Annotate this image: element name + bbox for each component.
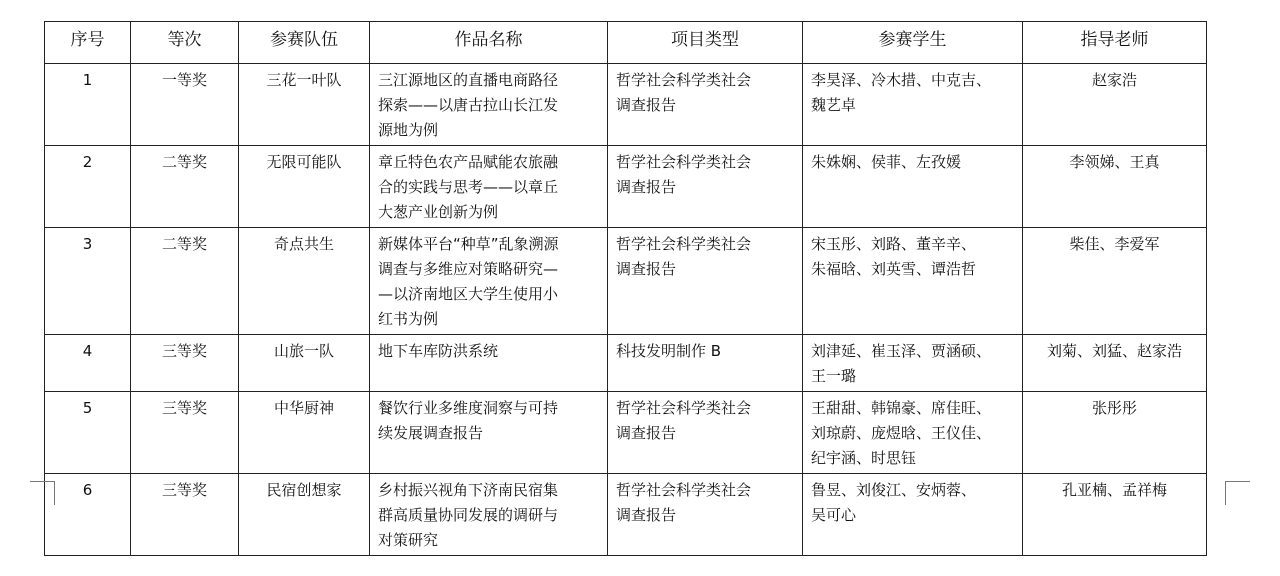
cell-work [370,64,608,146]
cell-line: 哲学社会科学类社会 [616,153,752,171]
cell-type [608,392,803,474]
cell-line: 源地为例 [378,121,439,139]
cell-work [370,392,608,474]
table-row [45,228,1207,335]
cell-team: 无限可能队 [239,146,370,228]
cell-students [803,146,1023,228]
cell-work [370,228,608,335]
table-row [45,146,1207,228]
cell-line: 哲学社会科学类社会 [616,71,752,89]
cell-line: 刘津延、崔玉泽、贾涵硕、 [811,342,992,360]
cell-line: 李昊泽、冷木措、中克吉、 [811,71,992,89]
table-row [45,64,1207,146]
cell-line: 餐饮行业多维度洞察与可持 [378,399,559,417]
table-row [45,392,1207,474]
header-work: 作品名称 [370,22,608,64]
cell-no: 1 [45,64,131,146]
cell-no: 6 [45,474,131,556]
cell-advisor: 孔亚楠、孟祥梅 [1023,474,1207,556]
cell-line: 调查报告 [616,260,677,278]
cell-line: 调查报告 [616,424,677,442]
cell-advisor: 柴佳、李爱军 [1023,228,1207,335]
cell-work [370,335,608,392]
cell-advisor: 张彤彤 [1023,392,1207,474]
header-rank: 等次 [131,22,239,64]
cell-team: 奇点共生 [239,228,370,335]
cell-line: 调查与多维应对策略研究— [378,260,559,278]
cell-students [803,392,1023,474]
header-team: 参赛队伍 [239,22,370,64]
table-header-row [45,22,1207,64]
cell-line: 调查报告 [616,506,677,524]
cell-advisor: 赵家浩 [1023,64,1207,146]
cell-line: 续发展调查报告 [378,424,484,442]
cell-line: —以济南地区大学生使用小 [378,285,559,303]
cell-line: 章丘特色农产品赋能农旅融 [378,153,559,171]
cell-line: 对策研究 [378,531,439,549]
cell-line: 哲学社会科学类社会 [616,235,752,253]
cell-no: 2 [45,146,131,228]
cell-students [803,64,1023,146]
header-students: 参赛学生 [803,22,1023,64]
cell-line: 群高质量协同发展的调研与 [378,506,559,524]
crop-mark-right-horizontal [1225,481,1250,482]
cell-line: 纪宇涵、时思钰 [811,449,917,467]
cell-rank: 三等奖 [131,474,239,556]
cell-line: 吴可心 [811,506,857,524]
cell-work [370,146,608,228]
cell-line: 哲学社会科学类社会 [616,399,752,417]
cell-line: 朱福晗、刘英雪、谭浩哲 [811,260,977,278]
cell-team: 山旅一队 [239,335,370,392]
crop-mark-left-vertical [54,481,55,505]
cell-advisor: 李领娣、王真 [1023,146,1207,228]
cell-line: 大葱产业创新为例 [378,203,499,221]
cell-team: 民宿创想家 [239,474,370,556]
cell-line: 红书为例 [378,310,439,328]
cell-line: 三江源地区的直播电商路径 [378,71,559,89]
header-type: 项目类型 [608,22,803,64]
table-row [45,335,1207,392]
cell-line: 新媒体平台“种草”乱象溯源 [378,235,559,253]
crop-mark-right-vertical [1225,481,1226,505]
cell-advisor: 刘菊、刘猛、赵家浩 [1023,335,1207,392]
cell-line: 科技发明制作 B [616,342,722,360]
header-advisor: 指导老师 [1023,22,1207,64]
cell-line: 王甜甜、韩锦豪、席佳旺、 [811,399,992,417]
cell-rank: 三等奖 [131,392,239,474]
cell-team: 中华厨神 [239,392,370,474]
cell-line: 乡村振兴视角下济南民宿集 [378,481,559,499]
awards-table [44,21,1207,556]
cell-line: 朱姝娴、侯菲、左孜媛 [811,153,962,171]
table-row [45,474,1207,556]
cell-rank: 二等奖 [131,228,239,335]
cell-type [608,228,803,335]
cell-no: 5 [45,392,131,474]
cell-no: 3 [45,228,131,335]
cell-rank: 三等奖 [131,335,239,392]
cell-type [608,146,803,228]
cell-students [803,228,1023,335]
cell-line: 宋玉彤、刘路、董辛辛、 [811,235,977,253]
cell-team: 三花一叶队 [239,64,370,146]
cell-type [608,335,803,392]
cell-line: 王一璐 [811,367,857,385]
cell-line: 探索——以唐古拉山长江发 [378,96,559,114]
cell-type [608,474,803,556]
cell-type [608,64,803,146]
cell-work [370,474,608,556]
cell-line: 地下车库防洪系统 [378,342,499,360]
cell-line: 调查报告 [616,96,677,114]
cell-rank: 二等奖 [131,146,239,228]
cell-students [803,474,1023,556]
crop-mark-left-horizontal [30,481,55,482]
cell-line: 合的实践与思考——以章丘 [378,178,559,196]
cell-students [803,335,1023,392]
cell-line: 鲁昱、刘俊江、安炳蓉、 [811,481,977,499]
cell-line: 魏艺卓 [811,96,857,114]
header-no: 序号 [45,22,131,64]
cell-rank: 一等奖 [131,64,239,146]
cell-no: 4 [45,335,131,392]
cell-line: 刘琼蔚、庞煜晗、王仪佳、 [811,424,992,442]
cell-line: 调查报告 [616,178,677,196]
cell-line: 哲学社会科学类社会 [616,481,752,499]
